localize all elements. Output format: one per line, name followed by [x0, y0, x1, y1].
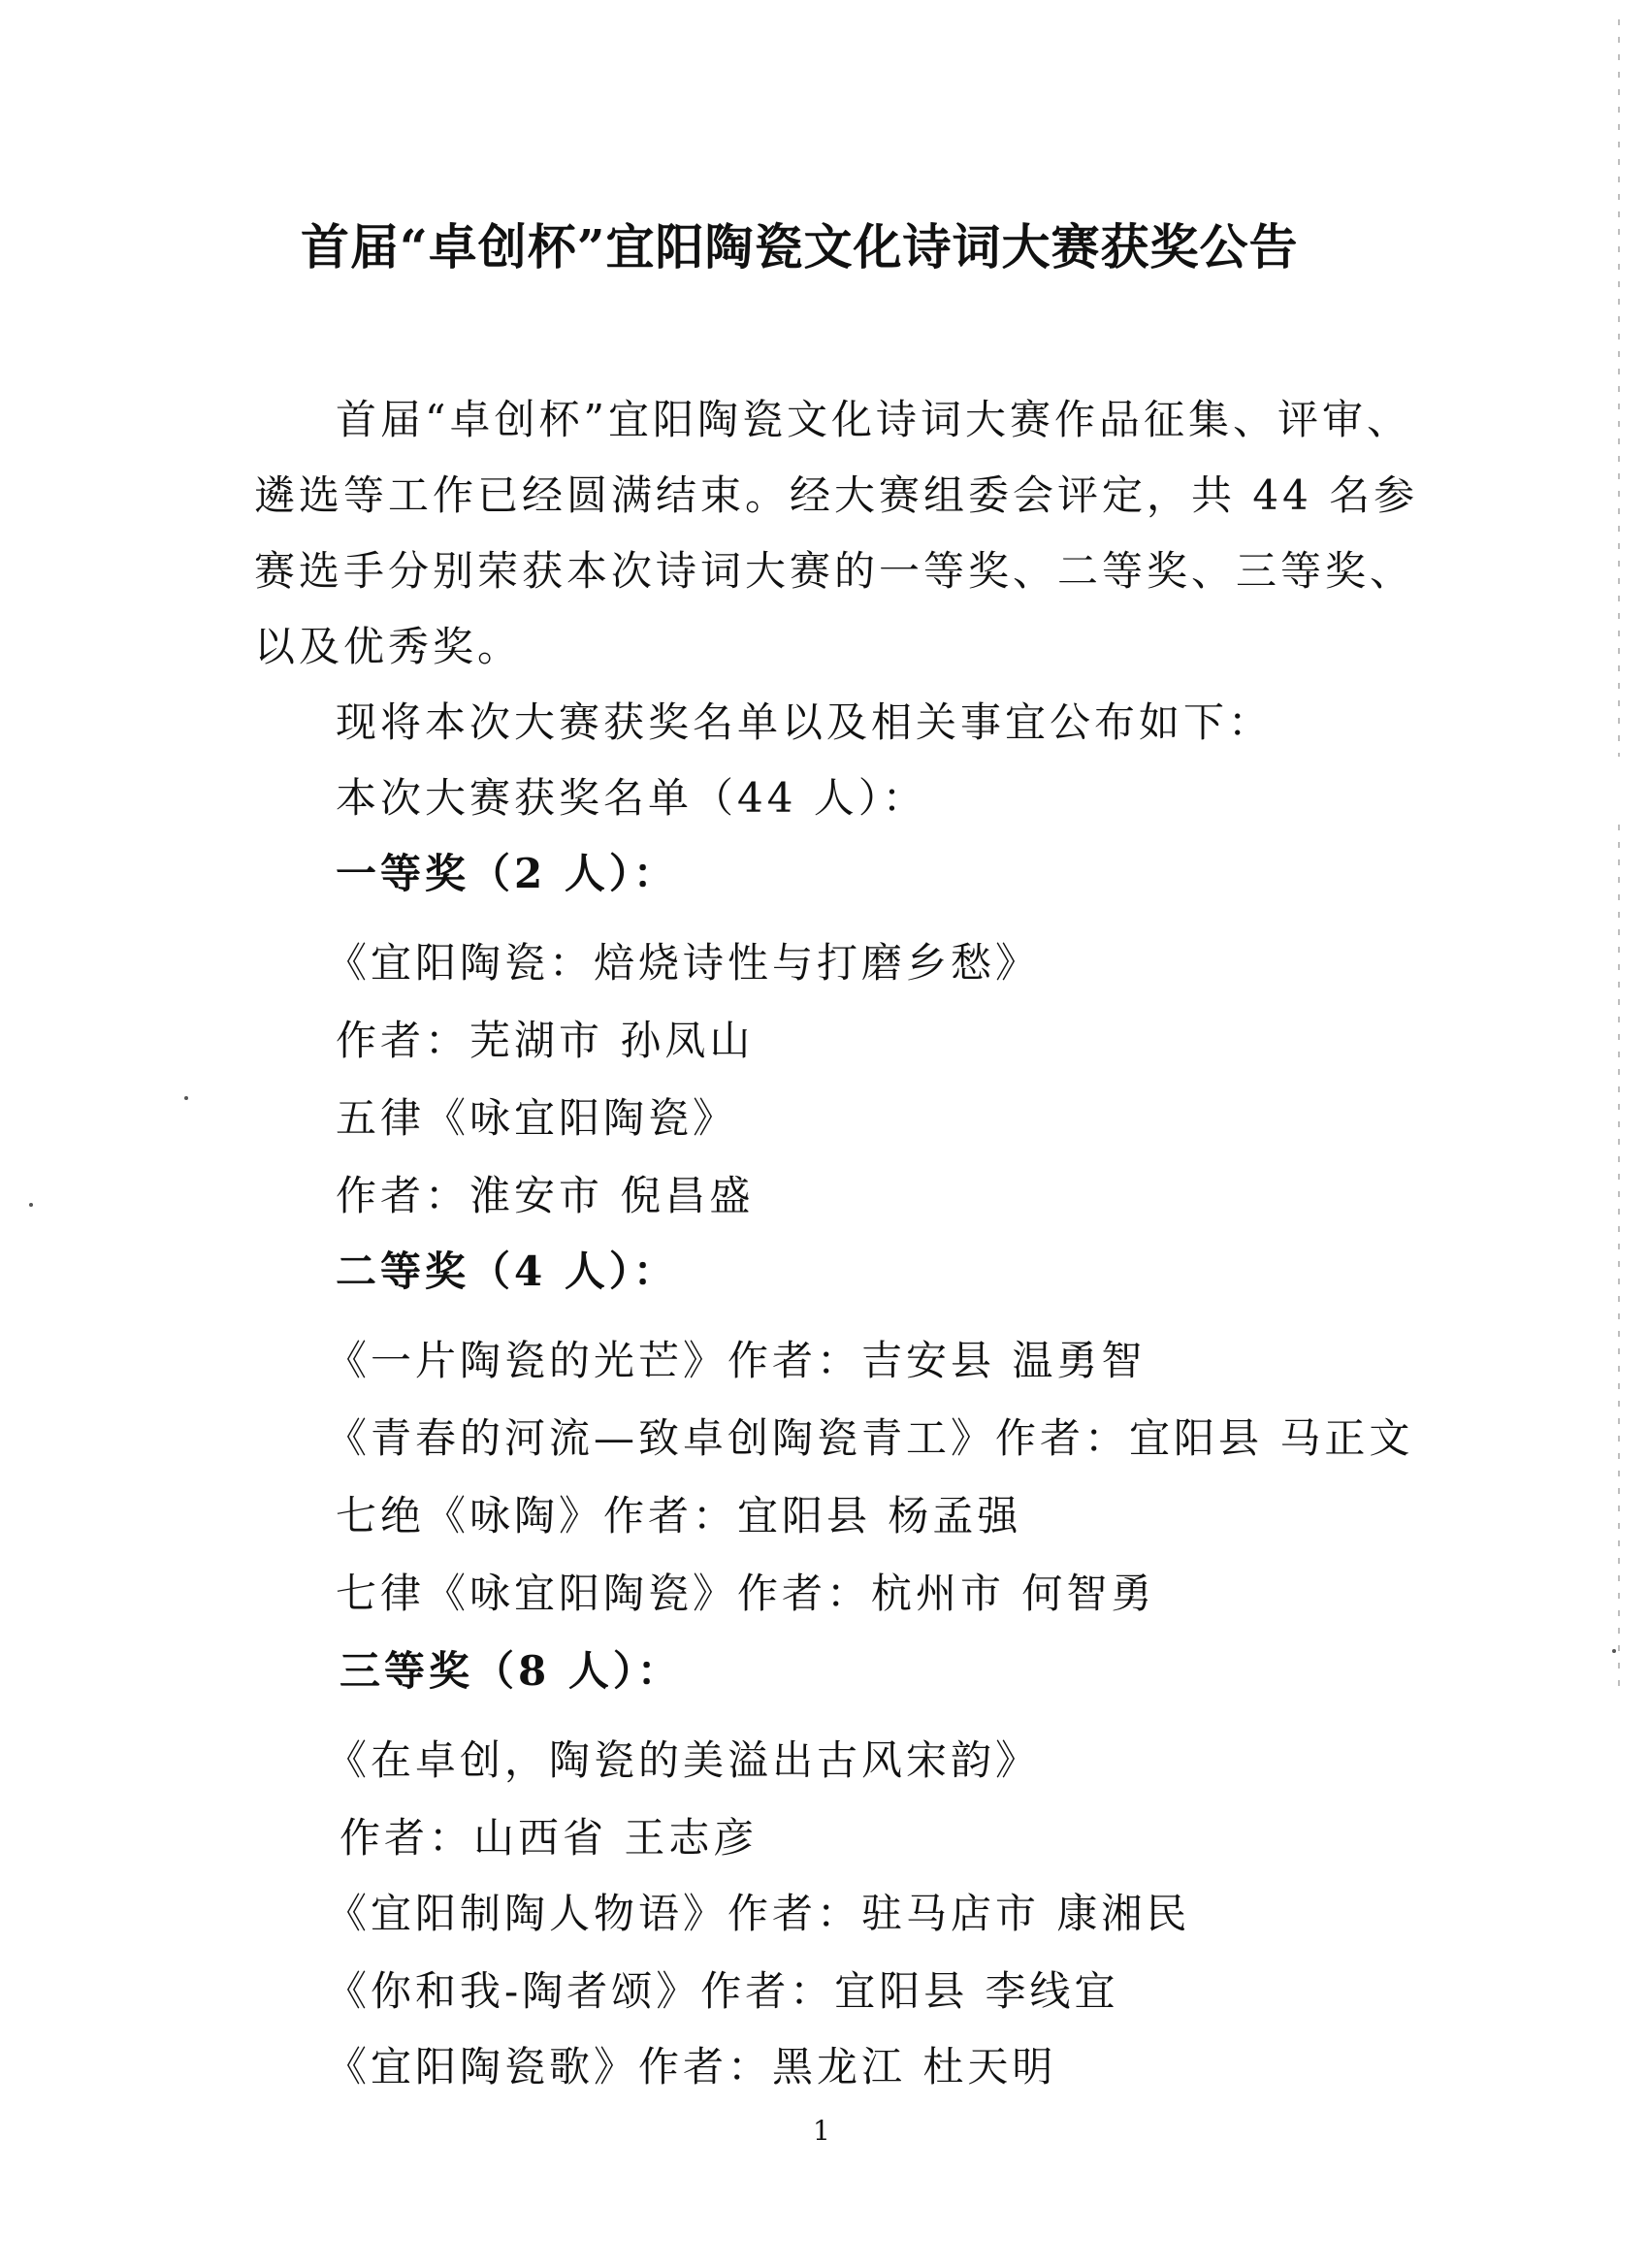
second-prize-line-2: 《青春的河流—致卓创陶瓷青工》作者：宜阳县 马正文 — [326, 1414, 1414, 1462]
intro-line-3: 赛选手分别荣获本次诗词大赛的一等奖、二等奖、三等奖、 — [254, 547, 1415, 595]
third-prize-line-1: 《在卓创，陶瓷的美溢出古风宋韵》 — [326, 1736, 1041, 1784]
page-number: 1 — [813, 2115, 830, 2147]
third-prize-line-2: 作者：山西省 王志彦 — [340, 1814, 759, 1862]
announcement-title: 首届“卓创杯”宜阳陶瓷文化诗词大赛获奖公告 — [301, 218, 1299, 275]
scan-edge-mark — [1618, 19, 1620, 757]
second-prize-line-3: 七绝《咏陶》作者：宜阳县 杨孟强 — [336, 1492, 1022, 1539]
intro-line-4: 以及优秀奖。 — [254, 623, 523, 670]
first-prize-line-4: 作者：淮安市 倪昌盛 — [336, 1172, 755, 1219]
first-prize-line-2: 作者：芜湖市 孙凤山 — [336, 1017, 755, 1064]
third-prize-line-4: 《你和我-陶者颂》作者：宜阳县 李线宜 — [326, 1967, 1119, 2015]
intro-line-1: 首届“卓创杯”宜阳陶瓷文化诗词大赛作品征集、评审、 — [336, 396, 1411, 443]
first-prize-line-1: 《宜阳陶瓷：焙烧诗性与打磨乡愁》 — [326, 939, 1041, 987]
first-prize-line-3: 五律《咏宜阳陶瓷》 — [336, 1094, 738, 1142]
second-prize-line-1: 《一片陶瓷的光芒》作者：吉安县 温勇智 — [326, 1337, 1147, 1384]
third-prize-heading: 三等奖（8 人）： — [340, 1647, 682, 1695]
first-prize-heading: 一等奖（2 人）： — [336, 850, 678, 897]
intro-paragraph-2: 现将本次大赛获奖名单以及相关事宜公布如下： — [336, 698, 1274, 746]
scan-speck — [29, 1203, 33, 1207]
second-prize-line-4: 七律《咏宜阳陶瓷》作者：杭州市 何智勇 — [336, 1570, 1156, 1617]
third-prize-line-3: 《宜阳制陶人物语》作者：驻马店市 康湘民 — [326, 1890, 1191, 1937]
scan-speck — [184, 1096, 188, 1100]
scan-edge-mark — [1618, 825, 1620, 1698]
third-prize-line-5: 《宜阳陶瓷歌》作者：黑龙江 杜天明 — [326, 2043, 1057, 2090]
scan-speck — [1612, 1649, 1616, 1653]
intro-line-2: 遴选等工作已经圆满结束。经大赛组委会评定，共 44 名参 — [254, 471, 1419, 519]
intro-paragraph-3: 本次大赛获奖名单（44 人）： — [336, 774, 927, 822]
second-prize-heading: 二等奖（4 人）： — [336, 1247, 678, 1295]
